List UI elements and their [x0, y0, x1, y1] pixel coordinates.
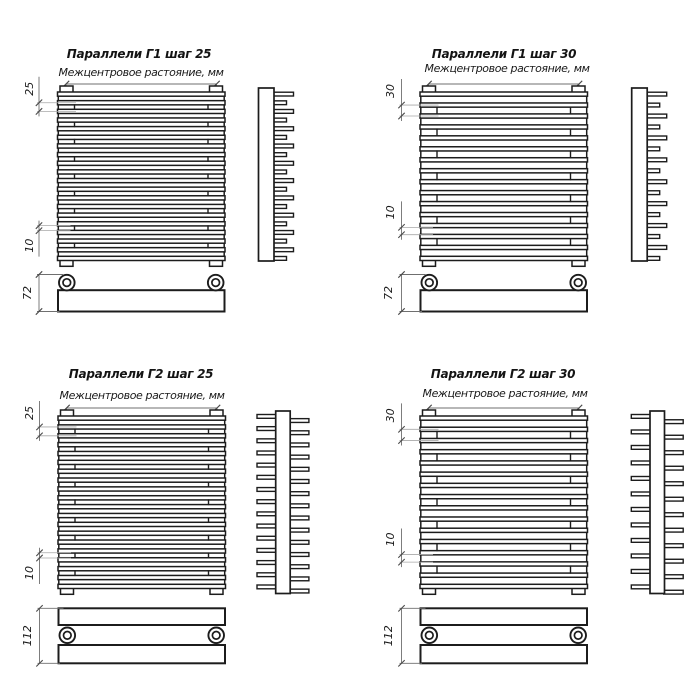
front-view [58, 86, 226, 266]
depth-dimension-value: 112 [382, 625, 395, 647]
pipe-bore-icon [426, 279, 434, 287]
front-view [58, 410, 226, 594]
side-view [257, 411, 309, 594]
diagram-subtitle-g1-25: Межцентровое растояние, мм [58, 66, 224, 79]
center-distance-dimension [425, 81, 582, 91]
pipe-bore-icon [426, 632, 434, 640]
diagram-parallels-g1-step25 [21, 77, 294, 315]
pipe-bore-icon [212, 279, 220, 287]
step-dimension-value: 25 [23, 405, 36, 420]
gap-dimension-value: 10 [23, 566, 36, 581]
pipe-bore-icon [64, 632, 72, 640]
gap-dimension-value: 10 [384, 205, 397, 220]
center-distance-dimension [63, 81, 220, 91]
step-dimension-value: 30 [384, 84, 397, 99]
bottom-view [59, 608, 226, 663]
diagram-subtitle-g2-25: Межцентровое растояние, мм [59, 389, 225, 402]
depth-dimension [21, 271, 63, 314]
pipe-bore-icon [63, 279, 71, 287]
diagram-title-g2-25: Параллели Г2 шаг 25 [68, 367, 214, 381]
depth-dimension [382, 271, 426, 314]
diagram-parallels-g2-step25 [21, 401, 309, 667]
diagram-title-g1-30: Параллели Г1 шаг 30 [431, 47, 577, 61]
bottom-view [58, 275, 225, 312]
center-distance-dimension [63, 405, 220, 415]
diagram-title-g2-30: Параллели Г2 шаг 30 [430, 367, 576, 381]
diagram-parallels-g1-step30 [382, 79, 667, 315]
side-view [259, 88, 294, 261]
diagram-title-g1-25: Параллели Г1 шаг 25 [66, 47, 212, 61]
front-view [420, 410, 588, 594]
diagram-parallels-g2-step30 [382, 403, 683, 666]
depth-dimension-value: 72 [21, 286, 34, 300]
depth-dimension [21, 605, 64, 666]
depth-dimension-value: 72 [382, 286, 395, 300]
front-view [420, 86, 588, 266]
gap-dimension-value: 10 [23, 238, 36, 253]
gap-dimension-value: 10 [384, 532, 397, 547]
depth-dimension [382, 605, 426, 666]
depth-dimension-value: 112 [21, 625, 34, 647]
bottom-view [421, 608, 588, 663]
side-view [631, 411, 683, 594]
step-dimension-value: 25 [23, 81, 36, 96]
side-view [632, 88, 667, 261]
center-distance-dimension [425, 405, 582, 415]
diagram-subtitle-g1-30: Межцентровое растояние, мм [424, 62, 590, 75]
pipe-bore-icon [574, 279, 582, 287]
step-dimension-value: 30 [384, 408, 397, 423]
pipe-bore-icon [574, 632, 582, 640]
diagram-subtitle-g2-30: Межцентровое растояние, мм [422, 387, 588, 400]
pipe-bore-icon [212, 632, 220, 640]
bottom-view [421, 275, 588, 312]
